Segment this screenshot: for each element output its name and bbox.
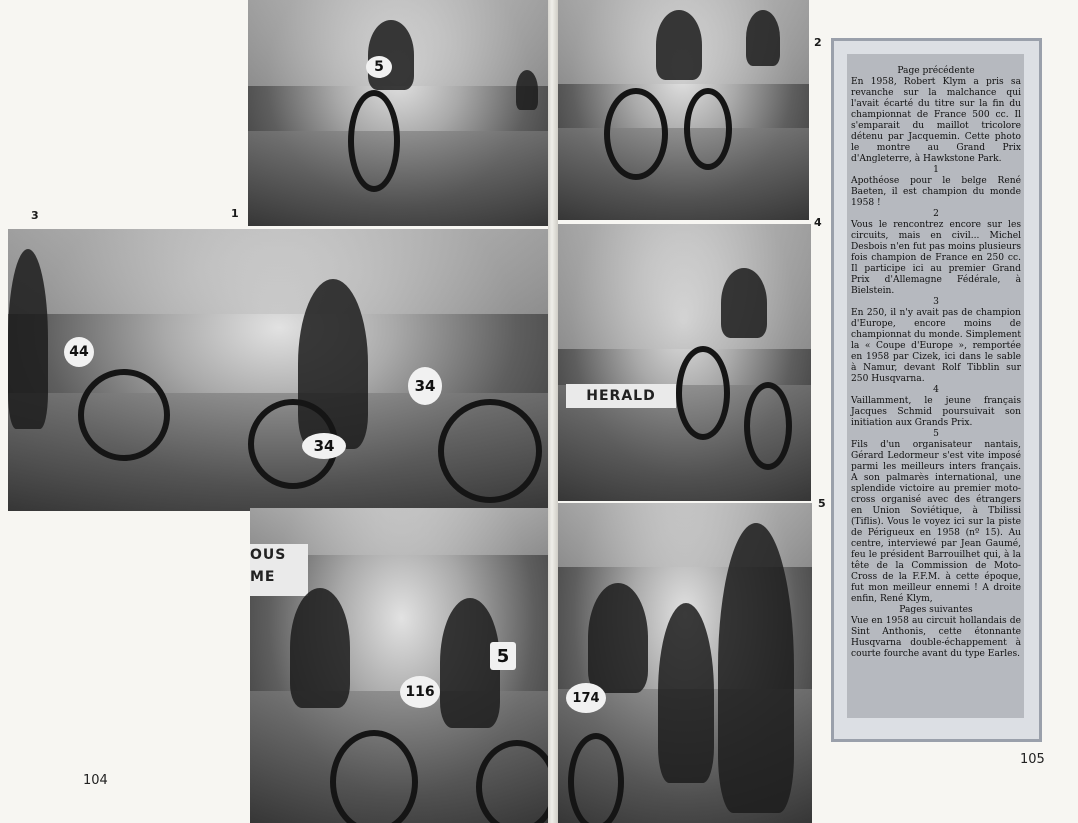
number-plate-116: 116: [400, 676, 440, 708]
caption-number-4: 4: [933, 385, 939, 395]
page-number-left: 104: [83, 773, 108, 788]
photo-mechanics-bottom-right: [558, 503, 812, 823]
caption-text-4: Vaillamment, le jeune français Jacques Schmid poursuivait son initiation aux Grands Prix.: [851, 396, 1021, 428]
caption-number-3: 3: [933, 297, 939, 307]
caption-previous-page-text: En 1958, Robert Klym a pris sa revanche sur la malchance qui l'avait écarté du titre sur la fin du championnat de France 500 cc. Il s'emparait du maillot tricolore détenu par Jacquemin. Cette photo le montre au Grand Prix d'Angleterre, à Hawkstone Park.: [851, 77, 1021, 164]
figure-label-3: 3: [31, 209, 39, 222]
figure-label-2: 2: [814, 36, 822, 49]
photo-rider-jump-middle-right: [556, 224, 811, 501]
number-plate-44: 44: [64, 337, 94, 367]
caption-heading-previous: Page précédente: [897, 66, 975, 76]
caption-text-block: [851, 66, 1021, 660]
caption-text-3: En 250, il n'y avait pas de champion d'Europe, encore moins de championnat du monde. Simplement la « Coupe d'Europe », remportée en 1958 par Cizek, ici dans le sable à Namur, devant Rolf Tibblin sur 250 Husqvarna.: [851, 308, 1021, 384]
caption-text-5: Fils d'un organisateur nantais, Gérard Ledormeur s'est vite imposé parmi les meilleurs inters français. A son palmarès international, une splendide victoire au premier moto-cross organisé avec des étrangers en Union Soviétique, à Tbilissi (Tiflis). Vous le voyez ici sur la piste de Périgueux en 1958 (nº 15). Au centre, interviewé par Jean Gaumé, feu le président Barrouilhet qui, à la tête de la Commission de Moto-Cross de la F.F.M. à cette époque, fut mon meilleur ennemi ! A droite enfin, René Klym,: [851, 440, 1021, 604]
caption-number-5: 5: [933, 429, 939, 439]
caption-number-1: 1: [933, 165, 939, 175]
caption-number-2: 2: [933, 209, 939, 219]
banner-herald: HERALD: [566, 384, 676, 408]
caption-next-pages-text: Vue en 1958 au circuit hollandais de Sint Anthonis, cette étonnante Husqvarna double-échappement à courte fourche avant du type Earles.: [851, 616, 1021, 659]
figure-label-5: 5: [818, 497, 826, 510]
photo-crowd-bottom-left: [250, 508, 553, 823]
figure-label-4: 4: [814, 216, 822, 229]
figure-label-1: 1: [231, 207, 239, 220]
crowd-banner-text: OUS ME: [250, 544, 308, 596]
number-plate-174: 174: [566, 683, 606, 713]
page-number-right: 105: [1020, 752, 1045, 767]
photo-riders-with-crowd: [8, 229, 550, 511]
photo-riders-top-right: [556, 0, 809, 220]
book-spine: [548, 0, 558, 823]
number-plate-34-front: 34: [408, 367, 442, 405]
caption-text-1: Apothéose pour le belge René Baeten, il est champion du monde 1958 !: [851, 176, 1021, 208]
shirt-number-5: 5: [490, 642, 516, 670]
caption-heading-next: Pages suivantes: [899, 605, 973, 615]
number-plate-34-side: 34: [302, 433, 346, 459]
photo-rider-jump-top-left: [248, 0, 548, 226]
caption-text-2: Vous le rencontrez encore sur les circuits, mais en civil... Michel Desbois n'en fut pas moins plusieurs fois champion de France en 250 cc. Il participe ici au premier Grand Prix d'Allemagne Fédérale, à Bielstein.: [851, 220, 1021, 296]
number-plate: 5: [366, 56, 392, 78]
